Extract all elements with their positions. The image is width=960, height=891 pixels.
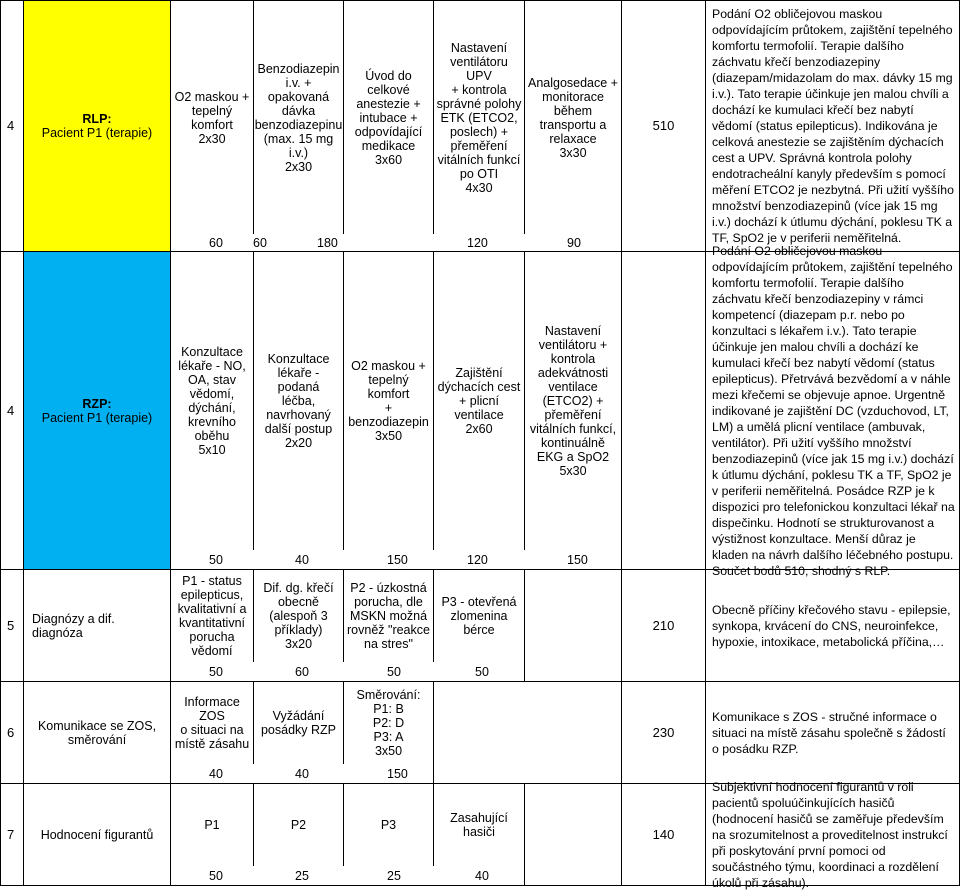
points-value: 50 — [475, 665, 489, 679]
score-cell: 140 — [622, 784, 706, 886]
row-label-rzp — [24, 252, 171, 570]
row-label: Diagnózy a dif. diagnóza — [24, 570, 171, 682]
task-cell: Vyžádání posádky RZP — [254, 682, 344, 764]
task-cell: Nastavení ventilátoru + kontrola adekvátnosti ventilace (ETCO2) + přeměření vitálních funkcí, kontinuálně EKG a SpO2 5x30 — [525, 252, 622, 550]
task-cell: O2 maskou + tepelný komfort + benzodiazepin 3x50 — [344, 252, 434, 550]
comment-cell: Podání O2 obličejovou maskou odpovídajícím průtokem, zajištění tepelného komfortu termofolií. Terapie dalšího záchvatu křečí benzodiazepiny v rámci kompetencí (diazepam p.r. nebo po konzultaci s lékařem i.v.). Tato terapie účinkuje jen malou chvíli a dochází ke kumulaci křečí bez nabytí vědomí (status epilepticus). Přetrvává bezvědomí a v náhle mezi křečemi se objevuje apnoe. Urgentně indikované je zajištění DC (vzduchovod, LT, LM) a umělá plicní ventilace (ambuvak, ventilátor). Při užití vyššího množství benzodiazepinů (více jak 15 mg i.v.) dochází k útlumu dýchání, poklesu TK a TF, SpO2 je v periferii neměřitelná. Posádce RZP je k dispozici pro telefonickou konzultaci lékař na dispečinku. Hodnotí se strukturovanost a výstižnost konzultace. Menší důraz je kladen na návrh dalšího léčebného postupu. Součet bodů 510, shodný s RLP. — [706, 252, 960, 570]
points-value: 180 — [317, 236, 338, 250]
points-value: 60 — [295, 665, 309, 679]
points-value: 40 — [295, 553, 309, 567]
points-value: 40 — [209, 767, 223, 781]
points-value: 25 — [387, 869, 401, 883]
row-label: Hodnocení figurantů — [24, 784, 171, 886]
row-number: 4 — [0, 0, 24, 252]
score-cell: 230 — [622, 682, 706, 784]
points-value: 50 — [209, 665, 223, 679]
empty-cell — [434, 682, 622, 784]
task-cell: Zajištění dýchacích cest + plicní ventilace 2x60 — [434, 252, 525, 550]
task-cell: Konzultace lékaře - podaná léčba, navrhovaný další postup 2x20 — [254, 252, 344, 550]
points-value: 40 — [295, 767, 309, 781]
comment-cell: Podání O2 obličejovou maskou odpovídajícím průtokem, zajištění tepelného komfortu termofolií. Terapie dalšího záchvatu křečí benzodiazepiny (diazepam/midazolam do max. dávky 15 mg i.v.). Tato terapie účinkuje jen malou chvíli a dochází ke kumulaci křečí bez nabytí vědomí (status epilepticus). Indikována je celková anestezie se zajištěním dýchacích cest a UPV. Správná kontrola polohy endotracheální kanyly především s pomocí měření ETCO2 je nezbytná. Při užití vyššího množství benzodiazepinů (více jak 15 mg i.v.) dochází k útlumu dýchání, poklesu TK a TF, SpO2 je v periferii neměřitelná. — [706, 0, 960, 252]
row-label-rlp — [24, 0, 171, 252]
points-value: 50 — [209, 869, 223, 883]
task-cell: P3 — [344, 784, 434, 866]
task-cell: Dif. dg. křečí obecně (alespoň 3 příklady) 3x20 — [254, 570, 344, 662]
empty-cell — [525, 570, 622, 682]
points-value: 50 — [387, 665, 401, 679]
points-value: 150 — [387, 553, 408, 567]
points-value: 50 — [209, 553, 223, 567]
task-cell: Informace ZOS o situaci na místě zásahu — [171, 682, 254, 764]
score-cell: 210 — [622, 570, 706, 682]
score-cell — [622, 252, 706, 570]
empty-cell — [525, 784, 622, 886]
task-cell: P1 — [171, 784, 254, 866]
label-title: RLP: — [82, 112, 112, 126]
points-value: 120 — [467, 553, 488, 567]
points-row — [171, 550, 622, 570]
row-number: 7 — [0, 784, 24, 886]
points-value: 60 — [209, 236, 223, 250]
comment-cell: Subjektivní hodnocení figurantů v roli pacientů spoluúčinkujících hasičů (hodnocení hasičů se zaměřuje především na srozumitelnost a proveditelnost instrukcí při poskytování první pomoci od součástného týmu, koordinaci a rozdělení úkolů při zásahu). — [706, 784, 960, 886]
score-cell: 510 — [622, 0, 706, 252]
row-number: 4 — [0, 252, 24, 570]
label-title: RZP: — [82, 396, 112, 411]
task-cell: P2 — [254, 784, 344, 866]
points-row — [171, 234, 622, 252]
points-value: 90 — [567, 236, 581, 250]
task-cell: Konzultace lékaře - NO, OA, stav vědomí, dýchání, krevního oběhu 5x10 — [171, 252, 254, 550]
label-sub: Pacient P1 (terapie) — [41, 410, 153, 425]
comment-cell: Komunikace s ZOS - stručné informace o situaci na místě zásahu společně s žádostí o posádku RZP. — [706, 682, 960, 784]
row-number: 5 — [0, 570, 24, 682]
comment-cell: Obecně příčiny křečového stavu - epilepsie, synkopa, krvácení do CNS, neuroinfekce, hypoxie, intoxikace, metabolická příčina,… — [706, 570, 960, 682]
task-cell: P1 - status epilepticus, kvalitativní a kvantitativní porucha vědomí — [171, 570, 254, 662]
points-value: 150 — [567, 553, 588, 567]
task-cell: Analgosedace + monitorace během transportu a relaxace 3x30 — [525, 0, 622, 234]
points-value: 40 — [475, 869, 489, 883]
points-value: 120 — [467, 236, 488, 250]
task-cell: Benzodiazepin i.v. + opakovaná dávka benzodiazepinu (max. 15 mg i.v.) 2x30 — [254, 0, 344, 234]
points-value: 25 — [295, 869, 309, 883]
row-label: Komunikace se ZOS, směrování — [24, 682, 171, 784]
label-sub: Pacient P1 (terapie) — [41, 126, 153, 140]
task-cell: Zasahující hasiči — [434, 784, 525, 866]
task-cell: Směrování: P1: B P2: D P3: A 3x50 — [344, 682, 434, 764]
points-value: 60 — [253, 236, 267, 250]
task-cell: Nastavení ventilátoru UPV + kontrola správné polohy ETK (ETCO2, poslech) + přeměření vitálních funkcí po OTI 4x30 — [434, 0, 525, 234]
task-cell: P2 - úzkostná porucha, dle MSKN možná rovněž "reakce na stres" — [344, 570, 434, 662]
task-cell: O2 maskou + tepelný komfort 2x30 — [171, 0, 254, 234]
task-cell: Úvod do celkové anestezie + intubace + odpovídající medikace 3x60 — [344, 0, 434, 234]
points-row — [171, 662, 525, 682]
row-number: 6 — [0, 682, 24, 784]
points-row — [171, 764, 434, 784]
points-row — [171, 866, 525, 886]
points-value: 150 — [387, 767, 408, 781]
task-cell: P3 - otevřená zlomenina bérce — [434, 570, 525, 662]
